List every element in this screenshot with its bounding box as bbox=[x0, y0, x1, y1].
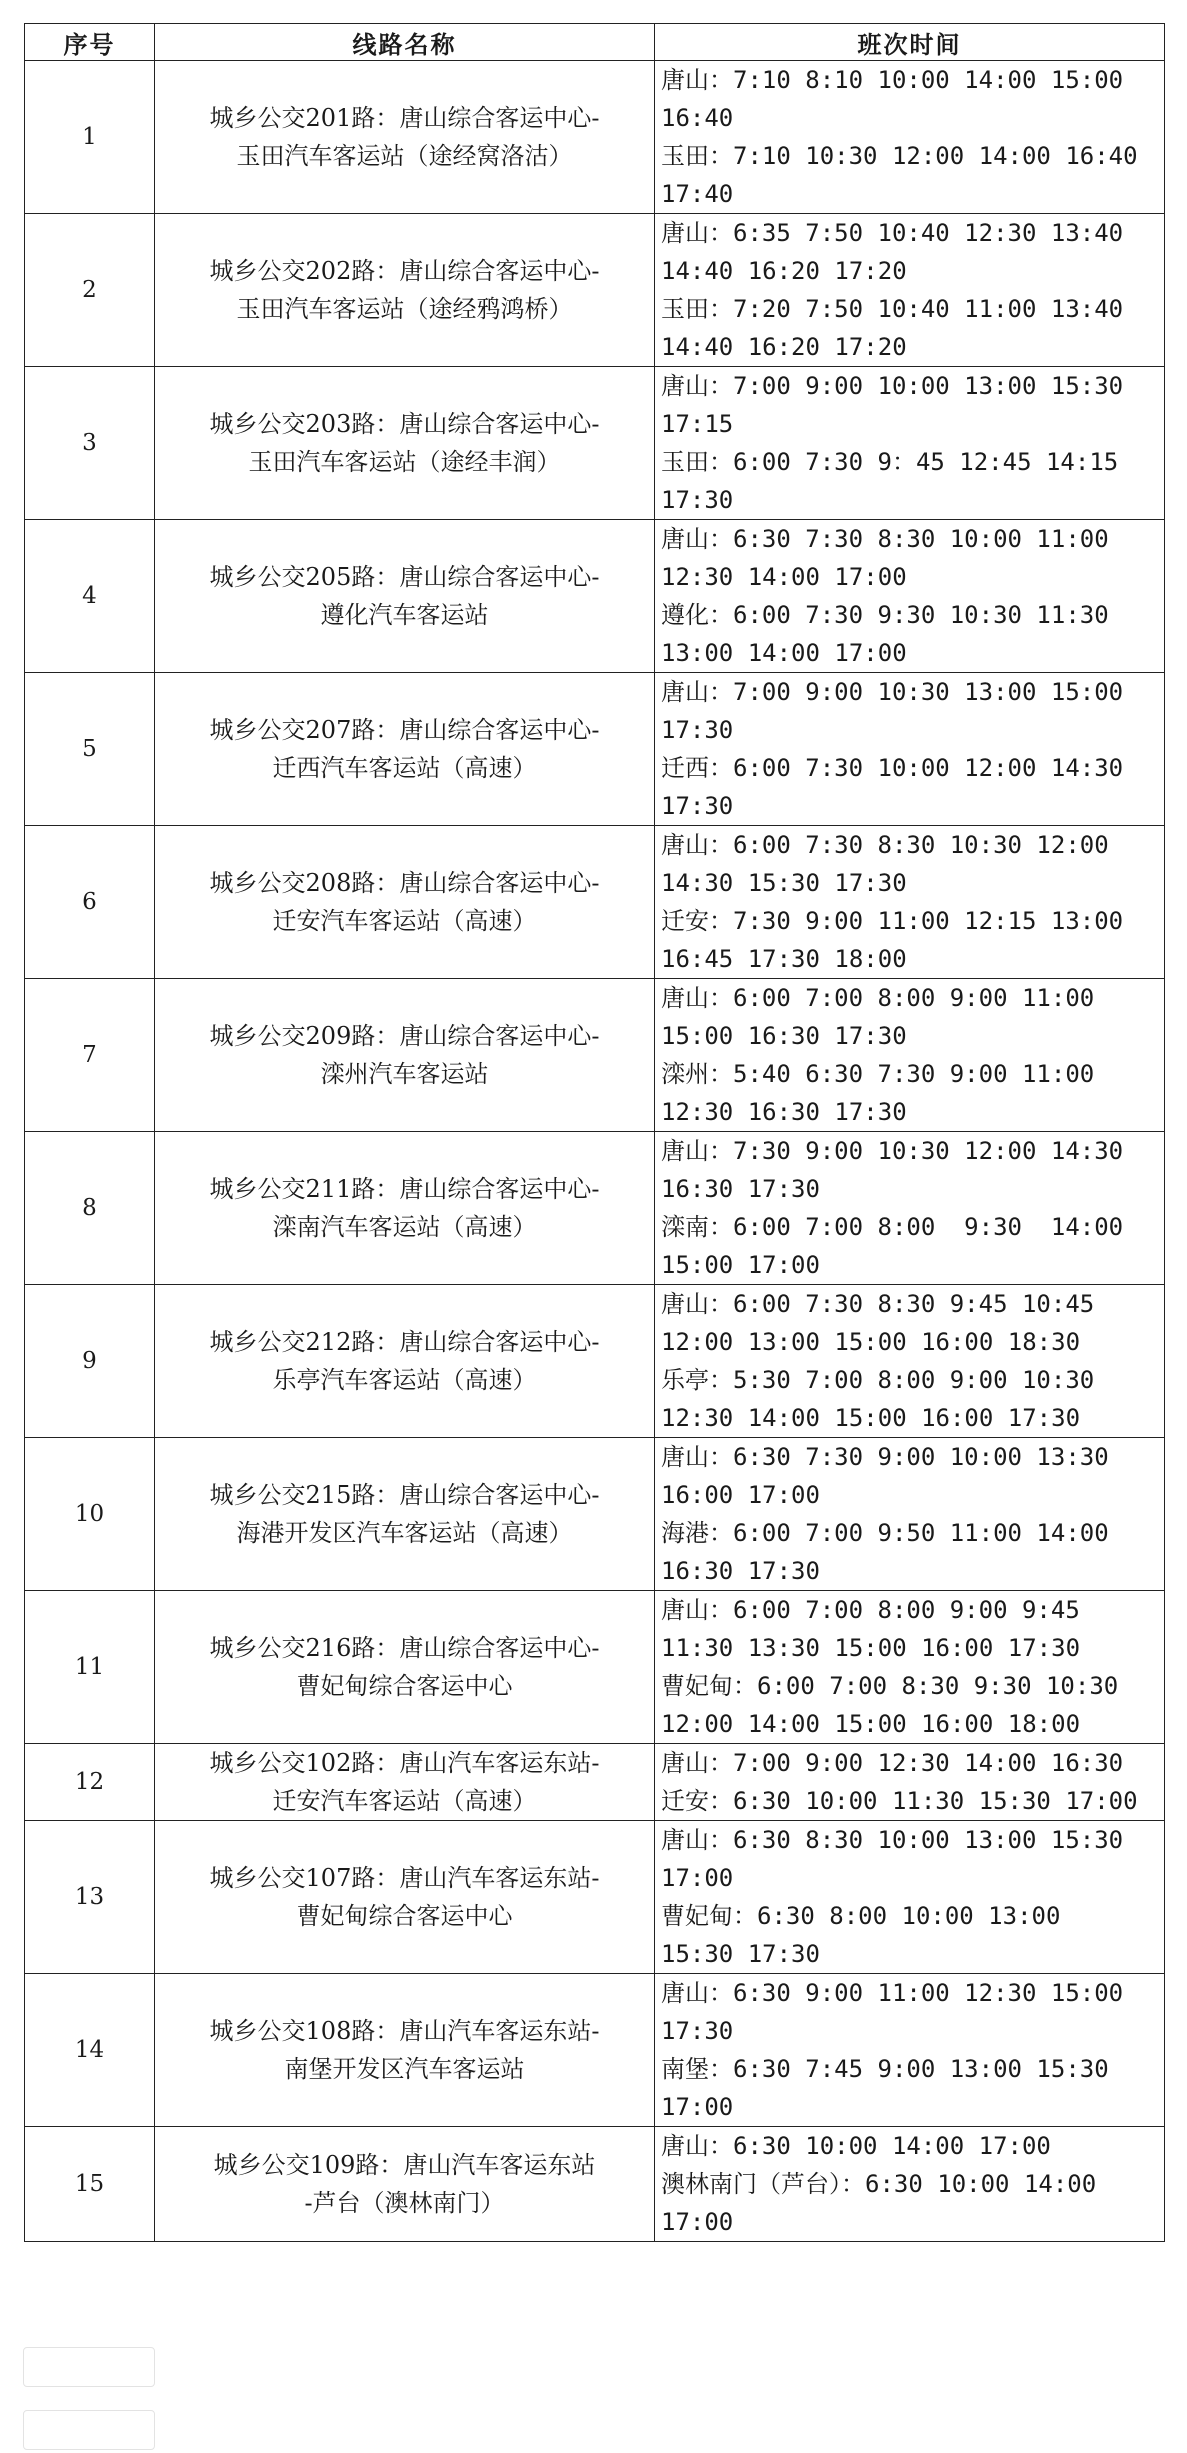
route-name-cell bbox=[155, 979, 655, 1132]
schedule-time-line: 16:45 17:30 18:00 bbox=[661, 945, 907, 973]
route-name-line: 城乡公交207路：唐山综合客运中心- bbox=[209, 716, 600, 744]
schedule-times-cell bbox=[655, 520, 1165, 673]
route-name-line: 曹妃甸综合客运中心 bbox=[296, 1672, 513, 1700]
serial-number-cell: 1 bbox=[25, 61, 155, 214]
schedule-time-line: 17:30 bbox=[661, 486, 734, 514]
schedule-time-line: 15:00 16:30 17:30 bbox=[661, 1022, 907, 1050]
route-name-line: 城乡公交212路：唐山综合客运中心- bbox=[209, 1328, 600, 1356]
route-name-line: 迁安汽车客运站（高速） bbox=[272, 907, 537, 935]
route-name-line: 滦州汽车客运站 bbox=[320, 1060, 489, 1088]
route-name-cell bbox=[155, 1285, 655, 1438]
schedule-time-line: 17:00 bbox=[661, 2093, 734, 2121]
schedule-time-line: 唐山：6:35 7:50 10:40 12:30 13:40 bbox=[661, 219, 1124, 247]
route-name-line: 城乡公交211路：唐山综合客运中心- bbox=[209, 1175, 600, 1203]
route-name-cell bbox=[155, 367, 655, 520]
schedule-time-line: 唐山：6:00 7:00 8:00 9:00 11:00 bbox=[661, 984, 1095, 1012]
route-name-cell bbox=[155, 1744, 655, 1821]
schedule-time-line: 澳林南门（芦台）：6:30 10:00 14:00 bbox=[661, 2170, 1097, 2198]
schedule-time-line: 12:00 13:00 15:00 16:00 18:30 bbox=[661, 1328, 1081, 1356]
serial-number-cell: 13 bbox=[25, 1821, 155, 1974]
route-name-cell bbox=[155, 61, 655, 214]
serial-number-cell: 5 bbox=[25, 673, 155, 826]
table-row bbox=[25, 1438, 1165, 1591]
table-row bbox=[25, 367, 1165, 520]
schedule-times-cell bbox=[655, 1744, 1165, 1821]
route-name-cell bbox=[155, 1132, 655, 1285]
route-name-cell bbox=[155, 826, 655, 979]
table-row bbox=[25, 61, 1165, 214]
schedule-time-line: 曹妃甸：6:00 7:00 8:30 9:30 10:30 bbox=[661, 1672, 1119, 1700]
route-name-line: 城乡公交109路：唐山汽车客运东站 bbox=[213, 2151, 596, 2179]
schedule-time-line: 唐山：6:30 7:30 9:00 10:00 13:30 bbox=[661, 1443, 1109, 1471]
route-name-line: 城乡公交216路：唐山综合客运中心- bbox=[209, 1634, 600, 1662]
table-row bbox=[25, 826, 1165, 979]
schedule-time-line: 12:00 14:00 15:00 16:00 18:00 bbox=[661, 1710, 1081, 1738]
schedule-times-cell bbox=[655, 979, 1165, 1132]
table-row bbox=[25, 1132, 1165, 1285]
schedule-body bbox=[25, 61, 1165, 2242]
serial-number-cell: 14 bbox=[25, 1974, 155, 2127]
serial-number-cell: 7 bbox=[25, 979, 155, 1132]
serial-number-cell: 2 bbox=[25, 214, 155, 367]
schedule-time-line: 玉田：6:00 7:30 9：45 12:45 14:15 bbox=[661, 448, 1119, 476]
schedule-time-line: 17:00 bbox=[661, 2208, 734, 2236]
schedule-time-line: 17:30 bbox=[661, 792, 734, 820]
schedule-time-line: 14:40 16:20 17:20 bbox=[661, 333, 907, 361]
route-name-line: 城乡公交203路：唐山综合客运中心- bbox=[209, 410, 600, 438]
route-name-cell bbox=[155, 1591, 655, 1744]
schedule-times-cell bbox=[655, 1974, 1165, 2127]
schedule-time-line: 11:30 13:30 15:00 16:00 17:30 bbox=[661, 1634, 1081, 1662]
schedule-time-line: 南堡：6:30 7:45 9:00 13:00 15:30 bbox=[661, 2055, 1109, 2083]
route-name-line: 滦南汽车客运站（高速） bbox=[272, 1213, 537, 1241]
table-row bbox=[25, 1821, 1165, 1974]
schedule-time-line: 唐山：6:30 8:30 10:00 13:00 15:30 bbox=[661, 1826, 1124, 1854]
serial-number-cell: 15 bbox=[25, 2127, 155, 2242]
route-name-cell bbox=[155, 1974, 655, 2127]
schedule-time-line: 唐山：7:00 9:00 12:30 14:00 16:30 bbox=[661, 1749, 1124, 1777]
schedule-time-line: 15:30 17:30 bbox=[661, 1940, 820, 1968]
header-row bbox=[25, 24, 1165, 61]
schedule-time-line: 16:40 bbox=[661, 104, 734, 132]
schedule-time-line: 唐山：6:00 7:00 8:00 9:00 9:45 bbox=[661, 1596, 1080, 1624]
route-name-line: 南堡开发区汽车客运站 bbox=[284, 2055, 525, 2083]
route-name-line: 乐亭汽车客运站（高速） bbox=[272, 1366, 537, 1394]
blank-placeholder-box bbox=[23, 2410, 155, 2450]
table-row bbox=[25, 2127, 1165, 2242]
schedule-time-line: 17:30 bbox=[661, 2017, 734, 2045]
table-row bbox=[25, 214, 1165, 367]
table-row bbox=[25, 1591, 1165, 1744]
schedule-time-line: 迁安：7:30 9:00 11:00 12:15 13:00 bbox=[661, 907, 1124, 935]
schedule-time-line: 17:00 bbox=[661, 1864, 734, 1892]
route-name-line: 玉田汽车客运站（途经丰润） bbox=[248, 448, 561, 476]
header-schedule-times: 班次时间 bbox=[655, 24, 1165, 61]
table-row bbox=[25, 520, 1165, 673]
route-name-cell bbox=[155, 520, 655, 673]
route-name-cell bbox=[155, 2127, 655, 2242]
route-name-line: -芦台（澳林南门） bbox=[304, 2189, 505, 2217]
schedule-time-line: 玉田：7:20 7:50 10:40 11:00 13:40 bbox=[661, 295, 1124, 323]
route-name-line: 迁西汽车客运站（高速） bbox=[272, 754, 537, 782]
schedule-time-line: 15:00 17:00 bbox=[661, 1251, 820, 1279]
schedule-time-line: 14:30 15:30 17:30 bbox=[661, 869, 907, 897]
schedule-time-line: 12:30 16:30 17:30 bbox=[661, 1098, 907, 1126]
schedule-times-cell bbox=[655, 826, 1165, 979]
schedule-time-line: 唐山：6:30 10:00 14:00 17:00 bbox=[661, 2132, 1051, 2160]
route-name-line: 城乡公交215路：唐山综合客运中心- bbox=[209, 1481, 600, 1509]
schedule-times-cell bbox=[655, 367, 1165, 520]
blank-placeholder-box bbox=[23, 2347, 155, 2387]
schedule-time-line: 16:00 17:00 bbox=[661, 1481, 820, 1509]
schedule-time-line: 12:30 14:00 17:00 bbox=[661, 563, 907, 591]
route-name-cell bbox=[155, 673, 655, 826]
schedule-time-line: 唐山：7:30 9:00 10:30 12:00 14:30 bbox=[661, 1137, 1124, 1165]
schedule-time-line: 迁安：6:30 10:00 11:30 15:30 17:00 bbox=[661, 1787, 1138, 1815]
table-row bbox=[25, 1974, 1165, 2127]
serial-number-cell: 10 bbox=[25, 1438, 155, 1591]
serial-number-cell: 6 bbox=[25, 826, 155, 979]
route-name-line: 城乡公交209路：唐山综合客运中心- bbox=[209, 1022, 600, 1050]
route-name-line: 曹妃甸综合客运中心 bbox=[296, 1902, 513, 1930]
schedule-time-line: 唐山：7:00 9:00 10:00 13:00 15:30 bbox=[661, 372, 1124, 400]
schedule-times-cell bbox=[655, 673, 1165, 826]
schedule-time-line: 17:30 bbox=[661, 716, 734, 744]
schedule-time-line: 滦南：6:00 7:00 8:00 9:30 14:00 bbox=[661, 1213, 1124, 1241]
schedule-time-line: 13:00 14:00 17:00 bbox=[661, 639, 907, 667]
schedule-time-line: 海港：6:00 7:00 9:50 11:00 14:00 bbox=[661, 1519, 1109, 1547]
schedule-time-line: 唐山：7:00 9:00 10:30 13:00 15:00 bbox=[661, 678, 1124, 706]
route-name-line: 玉田汽车客运站（途经鸦鸿桥） bbox=[236, 295, 573, 323]
schedule-time-line: 12:30 14:00 15:00 16:00 17:30 bbox=[661, 1404, 1081, 1432]
route-name-line: 城乡公交102路：唐山汽车客运东站- bbox=[209, 1749, 600, 1777]
route-name-line: 城乡公交202路：唐山综合客运中心- bbox=[209, 257, 600, 285]
table-row bbox=[25, 1744, 1165, 1821]
header-route-name: 线路名称 bbox=[155, 24, 655, 61]
header-serial-number: 序号 bbox=[25, 24, 155, 61]
schedule-time-line: 唐山：6:30 9:00 11:00 12:30 15:00 bbox=[661, 1979, 1124, 2007]
serial-number-cell: 9 bbox=[25, 1285, 155, 1438]
schedule-time-line: 迁西：6:00 7:30 10:00 12:00 14:30 bbox=[661, 754, 1124, 782]
route-name-cell bbox=[155, 214, 655, 367]
schedule-times-cell bbox=[655, 2127, 1165, 2242]
schedule-time-line: 17:40 bbox=[661, 180, 734, 208]
route-name-line: 城乡公交108路：唐山汽车客运东站- bbox=[209, 2017, 600, 2045]
schedule-time-line: 玉田：7:10 10:30 12:00 14:00 16:40 bbox=[661, 142, 1138, 170]
schedule-time-line: 唐山：7:10 8:10 10:00 14:00 15:00 bbox=[661, 66, 1124, 94]
serial-number-cell: 3 bbox=[25, 367, 155, 520]
schedule-times-cell bbox=[655, 1285, 1165, 1438]
schedule-times-cell bbox=[655, 61, 1165, 214]
schedule-time-line: 遵化：6:00 7:30 9:30 10:30 11:30 bbox=[661, 601, 1109, 629]
serial-number-cell: 4 bbox=[25, 520, 155, 673]
route-name-line: 玉田汽车客运站（途经窝洛沽） bbox=[236, 142, 573, 170]
route-name-line: 城乡公交107路：唐山汽车客运东站- bbox=[209, 1864, 600, 1892]
route-name-line: 城乡公交205路：唐山综合客运中心- bbox=[209, 563, 600, 591]
schedule-times-cell bbox=[655, 1438, 1165, 1591]
serial-number-cell: 11 bbox=[25, 1591, 155, 1744]
schedule-time-line: 唐山：6:00 7:30 8:30 10:30 12:00 bbox=[661, 831, 1109, 859]
schedule-time-line: 滦州：5:40 6:30 7:30 9:00 11:00 bbox=[661, 1060, 1095, 1088]
schedule-times-cell bbox=[655, 1591, 1165, 1744]
table-row bbox=[25, 1285, 1165, 1438]
route-name-line: 海港开发区汽车客运站（高速） bbox=[236, 1519, 573, 1547]
schedule-time-line: 17:15 bbox=[661, 410, 734, 438]
schedule-times-cell bbox=[655, 1821, 1165, 1974]
table-row bbox=[25, 673, 1165, 826]
route-name-line: 城乡公交201路：唐山综合客运中心- bbox=[209, 104, 600, 132]
schedule-time-line: 唐山：6:30 7:30 8:30 10:00 11:00 bbox=[661, 525, 1109, 553]
schedule-time-line: 曹妃甸：6:30 8:00 10:00 13:00 bbox=[661, 1902, 1061, 1930]
schedule-time-line: 16:30 17:30 bbox=[661, 1557, 820, 1585]
route-name-cell bbox=[155, 1821, 655, 1974]
table-row bbox=[25, 979, 1165, 1132]
schedule-times-cell bbox=[655, 1132, 1165, 1285]
route-name-line: 遵化汽车客运站 bbox=[320, 601, 489, 629]
route-name-line: 城乡公交208路：唐山综合客运中心- bbox=[209, 869, 600, 897]
serial-number-cell: 8 bbox=[25, 1132, 155, 1285]
route-name-line: 迁安汽车客运站（高速） bbox=[272, 1787, 537, 1815]
schedule-time-line: 16:30 17:30 bbox=[661, 1175, 820, 1203]
serial-number-cell: 12 bbox=[25, 1744, 155, 1821]
schedule-time-line: 乐亭：5:30 7:00 8:00 9:00 10:30 bbox=[661, 1366, 1095, 1394]
route-name-cell bbox=[155, 1438, 655, 1591]
bus-schedule-table bbox=[24, 23, 1165, 2242]
schedule-time-line: 唐山：6:00 7:30 8:30 9:45 10:45 bbox=[661, 1290, 1095, 1318]
schedule-times-cell bbox=[655, 214, 1165, 367]
schedule-time-line: 14:40 16:20 17:20 bbox=[661, 257, 907, 285]
